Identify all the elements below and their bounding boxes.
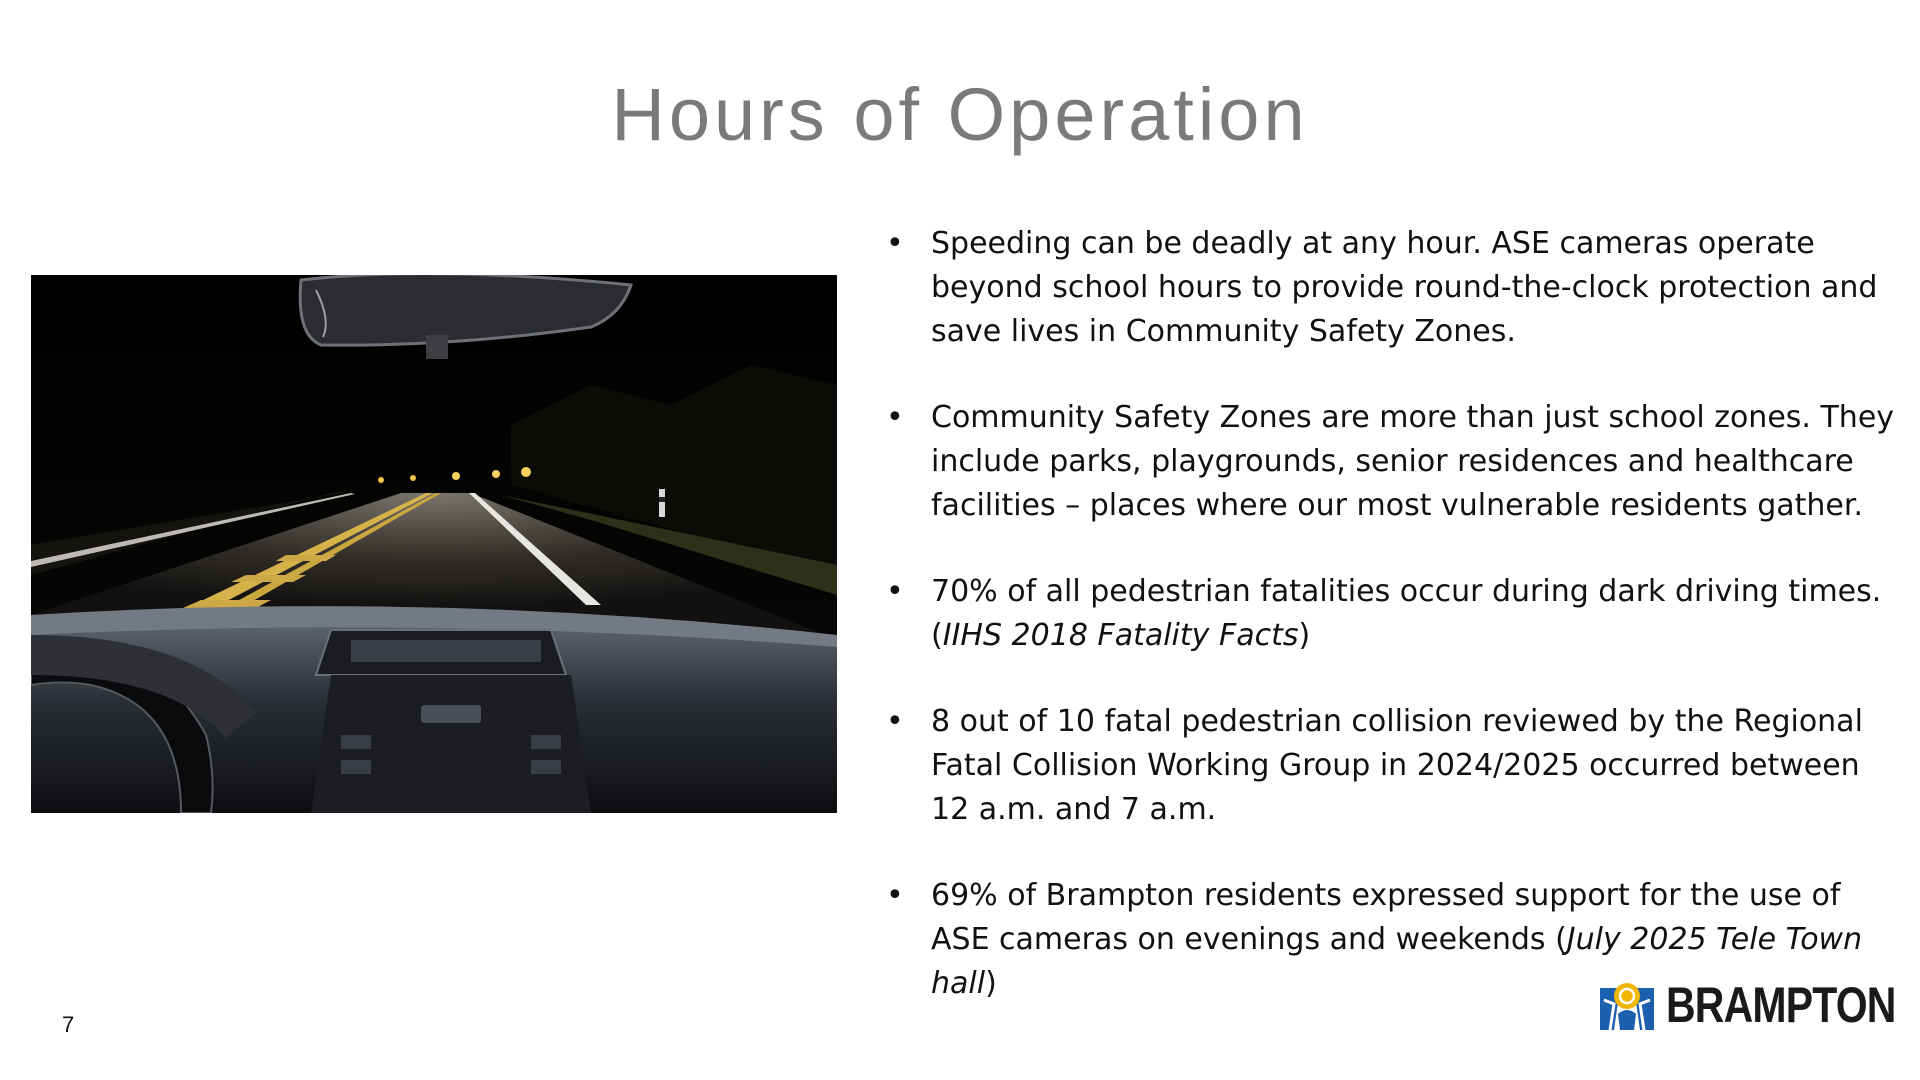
brampton-wordmark: BRAMPTON: [1666, 977, 1896, 1033]
list-item: [886, 700, 1896, 832]
bullet-text: 70% of all pedestrian fatalities occur during dark driving times.: [931, 574, 1882, 609]
brampton-flower-icon: [1600, 980, 1654, 1030]
bullet-text: 8 out of 10 fatal pedestrian collision reviewed by the Regional Fatal Collision Working Group in 2024/2025 occurred between 12 a.m. and 7 a.m.: [931, 704, 1863, 827]
bullet-text: 69% of Brampton residents expressed support for the use of ASE cameras on evenings and weekends: [931, 878, 1841, 957]
bullet-dot: •: [886, 704, 904, 739]
source-close-paren: ): [985, 966, 997, 1001]
slide-title: Hours of Operation: [611, 73, 1309, 156]
list-item: [886, 396, 1896, 528]
night-road-dashboard-photo: [31, 275, 837, 813]
bullet-dot: •: [886, 878, 904, 913]
bullet-text: Speeding can be deadly at any hour. ASE cameras operate beyond school hours to provide round-the-clock protection and save lives in Community Safety Zones.: [931, 226, 1878, 349]
bullet-source: July 2025 Tele Town hall: [931, 922, 1863, 1001]
bullet-list: [886, 222, 1896, 1048]
bullet-dot: •: [886, 226, 904, 261]
source-open-paren: (: [1555, 922, 1567, 957]
page-number: 7: [62, 1012, 75, 1037]
bullet-dot: •: [886, 574, 904, 609]
source-close-paren: ): [1298, 618, 1311, 653]
list-item: [886, 570, 1896, 658]
source-open-paren: (: [931, 618, 943, 653]
bullet-source: IIHS 2018 Fatality Facts: [942, 618, 1299, 653]
bullet-dot: •: [886, 400, 904, 435]
list-item: [886, 222, 1896, 354]
bullet-text: Community Safety Zones are more than just school zones. They include parks, playgrounds, senior residences and healthcare facilities – places where our most vulnerable residents gather.: [931, 400, 1895, 523]
brampton-logo: [1600, 977, 1920, 1033]
